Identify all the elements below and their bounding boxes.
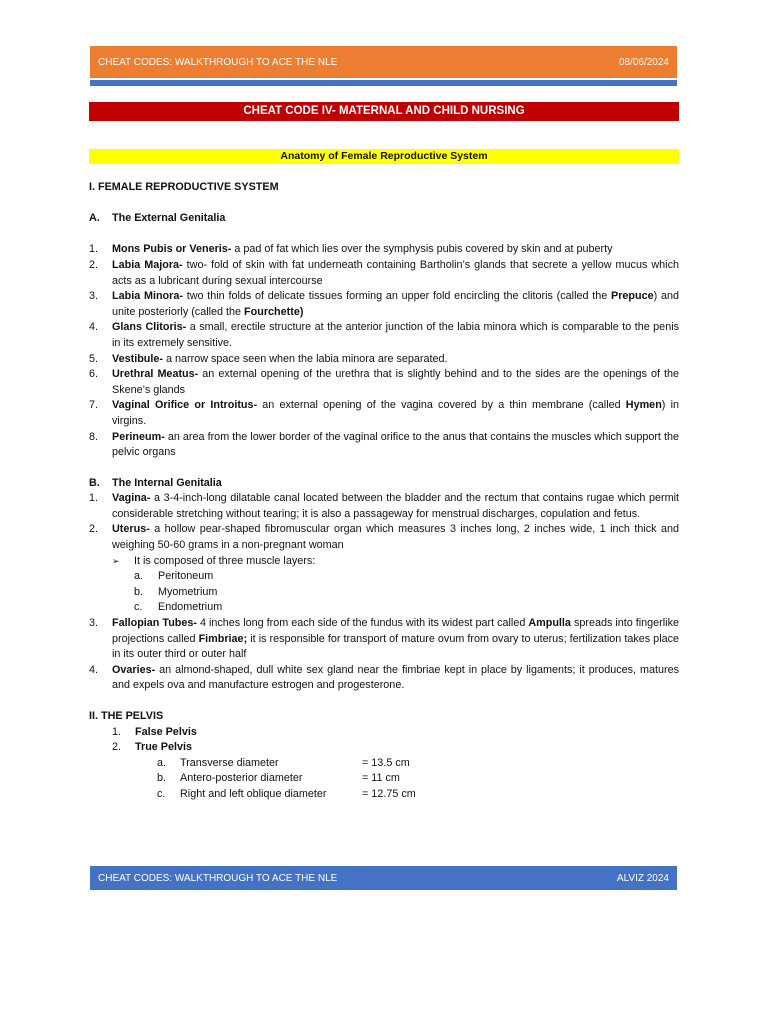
definition: a narrow space seen when the labia minora are separated. [163, 352, 448, 365]
list-item [89, 258, 679, 289]
definition: two thin folds of delicate tissues forming an upper fold encircling the clitoris (called the [182, 290, 612, 303]
pelvis-item [89, 725, 679, 741]
definition: a pad of fat which lies over the symphysis pubis covered by skin and at puberty [231, 243, 613, 256]
diameter-value: = 12.75 cm [362, 787, 416, 800]
internal-genitalia-list [89, 491, 679, 553]
definition: a small, erectile structure at the anterior junction of the labia minora which is comparable to the penis in its extremely sensitive. [112, 321, 679, 349]
term: Prepuce [611, 290, 654, 303]
list-number: 3. [89, 617, 99, 630]
diameter-letter: a. [157, 756, 167, 769]
subsection-heading [89, 476, 679, 492]
term: Hymen [625, 399, 662, 412]
term: Fallopian Tubes- [112, 617, 197, 630]
definition: ) in virgins. [112, 399, 679, 427]
layer-name: Myometrium [158, 585, 218, 598]
layer-item [89, 569, 679, 585]
definition: 4 inches long from each side of the fundus with its widest part called [196, 617, 529, 630]
list-item [89, 663, 679, 694]
definition: spreads into fingerlike projections called [112, 617, 679, 645]
page-footer [90, 866, 677, 890]
list-item [89, 352, 679, 368]
term: Labia Majora- [112, 258, 183, 271]
header-title: CHEAT CODES: WALKTHROUGH TO ACE THE NLE [98, 56, 338, 68]
subsection-title: The Internal Genitalia [112, 476, 222, 489]
term: Ovaries- [112, 663, 156, 676]
header-accent-line [90, 80, 677, 86]
definition: a hollow pear-shaped fibromuscular organ which measures 3 inches long, 2 inches wide, 1 inch thick and weighing 50-60 grams in a non-pregnant woman [112, 523, 679, 552]
document-body [89, 180, 679, 803]
layer-letter: a. [134, 570, 144, 583]
definition: an area from the lower border of the vaginal orifice to the anus that contains the muscles which support the pelvic organs [112, 430, 679, 459]
layer-letter: b. [134, 585, 144, 598]
list-number: 1. [89, 243, 99, 256]
term: Perineum- [112, 430, 165, 443]
list-number: 4. [89, 663, 99, 676]
pelvis-type: True Pelvis [135, 741, 193, 754]
title-banner: CHEAT CODE IV- MATERNAL AND CHILD NURSING [89, 102, 679, 121]
list-number: 8. [89, 430, 99, 443]
internal-genitalia-list-cont [89, 616, 679, 694]
list-item [89, 522, 679, 553]
term: Urethral Meatus- [112, 368, 199, 381]
term: Uterus- [112, 523, 150, 536]
term: Fourchette) [244, 305, 304, 318]
list-item [89, 430, 679, 461]
term: Vagina- [112, 492, 151, 505]
subsection-title: The External Genitalia [112, 212, 226, 225]
list-number: 1. [112, 725, 122, 738]
layer-item [89, 600, 679, 616]
list-item [89, 289, 679, 320]
list-item [89, 320, 679, 351]
list-number: 2. [89, 523, 99, 536]
definition: it is responsible for transport of mature ovum from ovary to uterus; fertilization takes place in its outer third or outer half [112, 632, 679, 661]
definition: a 3-4-inch-long dilatable canal located between the bladder and the rectum that contains rugae which permit considerable stretching without tearing; it is also a passageway for menstrual discharges, copulation and fetus. [112, 492, 679, 520]
term: Labia Minora- [112, 290, 183, 303]
external-genitalia-list [89, 242, 679, 460]
list-number: 6. [89, 368, 99, 381]
term: Fimbriae; [198, 632, 248, 645]
term: Glans Clitoris- [112, 321, 187, 334]
diameter-row [89, 787, 679, 803]
diameter-letter: c. [157, 787, 166, 800]
diameter-value: = 13.5 cm [362, 756, 410, 769]
definition: an external opening of the urethra that is slightly behind and to the sides are the openings of the Skene’s glands [112, 368, 680, 396]
subsection-marker: B. [89, 476, 100, 489]
list-item [89, 616, 679, 663]
list-item [89, 398, 679, 429]
definition: an external opening of the vagina covered by a thin membrane (called [257, 399, 626, 412]
subsection-heading [89, 211, 679, 227]
pelvis-item [89, 740, 679, 756]
definition: ) and unite posteriorly (called the [112, 290, 679, 318]
header-date: 08/06/2024 [618, 56, 669, 68]
term: Vaginal Orifice or Introitus- [112, 399, 258, 412]
diameter-name: Right and left oblique diameter [180, 787, 327, 800]
diameter-row [89, 756, 679, 772]
layer-name: Endometrium [158, 601, 223, 614]
layer-item [89, 585, 679, 601]
list-item [89, 367, 679, 398]
layer-letter: c. [134, 601, 143, 614]
diameter-row [89, 771, 679, 787]
list-number: 1. [89, 492, 99, 505]
list-number: 5. [89, 352, 99, 365]
subtitle-banner: Anatomy of Female Reproductive System [89, 149, 679, 164]
list-number: 7. [89, 399, 99, 412]
layer-name: Peritoneum [158, 570, 214, 583]
diameter-name: Antero-posterior diameter [180, 772, 303, 785]
list-number: 3. [89, 290, 99, 303]
diameter-name: Transverse diameter [180, 756, 279, 769]
pelvis-type: False Pelvis [135, 725, 197, 738]
diameter-value: = 11 cm [362, 772, 400, 785]
definition: an almond-shaped, dull white sex gland near the fimbriae kept in place by ligaments; it produces, matures and expels ova and manufacture estrogen and progesterone. [112, 663, 679, 692]
bullet-text: It is composed of three muscle layers: [134, 554, 316, 567]
bullet-item [89, 554, 679, 570]
term: Vestibule- [112, 352, 164, 365]
definition: two- fold of skin with fat underneath containing Bartholin’s glands that secrete a yellow mucus which acts as a lubricant during sexual intercourse [112, 258, 679, 287]
list-item [89, 491, 679, 522]
footer-author: ALVIZ 2024 [616, 872, 669, 884]
list-number: 4. [89, 321, 99, 334]
subsection-marker: A. [89, 212, 100, 225]
page-header [90, 46, 677, 78]
section-heading: I. FEMALE REPRODUCTIVE SYSTEM [89, 181, 279, 193]
footer-title: CHEAT CODES: WALKTHROUGH TO ACE THE NLE [98, 872, 338, 884]
diameter-letter: b. [157, 772, 167, 785]
list-number: 2. [89, 258, 99, 271]
list-item [89, 242, 679, 258]
list-number: 2. [112, 741, 122, 754]
term: Ampulla [528, 617, 571, 630]
term: Mons Pubis or Veneris- [112, 243, 232, 256]
arrow-bullet-icon: ➢ [112, 555, 120, 566]
section-heading: II. THE PELVIS [89, 710, 164, 722]
